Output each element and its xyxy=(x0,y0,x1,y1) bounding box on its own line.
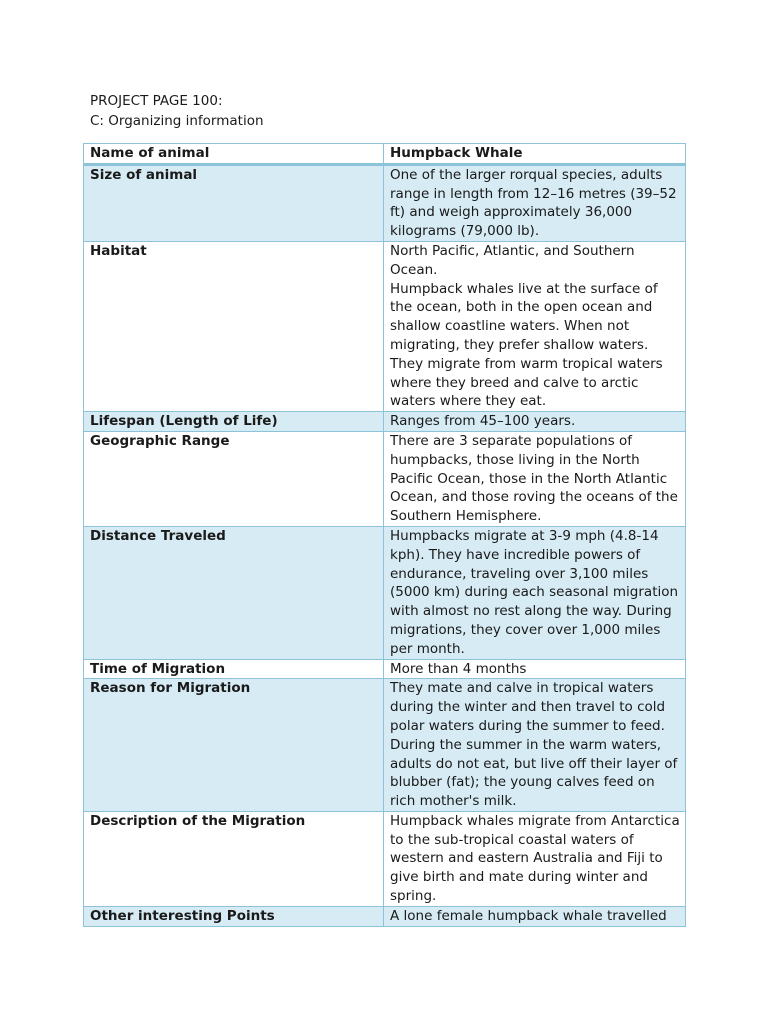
row-label: Time of Migration xyxy=(84,659,384,679)
row-value xyxy=(384,659,686,679)
row-value-text: Ranges from 45–100 years. xyxy=(390,413,576,430)
row-value-text: One of the larger rorqual species, adults range in length from 12–16 metres (39–52 ft) and weigh approximately 36,000 kilograms (79,000 lb). xyxy=(390,166,677,240)
row-value xyxy=(384,164,686,241)
row-value-text: Humpbacks migrate at 3-9 mph (4.8-14 kph). They have incredible powers of endurance, traveling over 3,100 miles (5000 km) during each seasonal migration with almost no rest along the way. During migrations, they cover over 1,000 miles per month. xyxy=(390,527,679,657)
row-label: Description of the Migration xyxy=(84,811,384,906)
row-label: Reason for Migration xyxy=(84,679,384,812)
row-label: Size of animal xyxy=(84,164,384,241)
row-label: Habitat xyxy=(84,241,384,411)
animal-info-table xyxy=(83,143,686,927)
row-label: Geographic Range xyxy=(84,431,384,526)
row-value xyxy=(384,431,686,526)
row-value-text: North Pacific, Atlantic, and Southern Ocean. xyxy=(390,242,635,278)
row-value-text: They mate and calve in tropical waters during the winter and then travel to cold polar waters during the summer to feed. During the summer in the warm waters, adults do not eat, but live off their layer of blubber (fat); the young calves feed on rich mother's milk. xyxy=(390,680,678,810)
row-value xyxy=(384,906,686,926)
project-page-title: PROJECT PAGE 100: xyxy=(90,93,223,109)
page-header xyxy=(90,91,264,131)
row-label: Distance Traveled xyxy=(84,526,384,659)
section-subtitle: C: Organizing information xyxy=(90,113,264,129)
row-value-text: More than 4 months xyxy=(390,660,527,677)
row-value-text: Humpback whales migrate from Antarctica to the sub-tropical coastal waters of western and eastern Australia and Fiji to give birth and mate during winter and spring. xyxy=(390,812,680,905)
row-value-text: There are 3 separate populations of humpbacks, those living in the North Pacific Ocean, those in the North Atlantic Ocean, and those roving the oceans of the Southern Hemisphere. xyxy=(390,432,678,525)
table-row xyxy=(84,241,686,411)
table-row xyxy=(84,526,686,659)
row-value xyxy=(384,241,686,411)
row-label: Lifespan (Length of Life) xyxy=(84,412,384,432)
table-row xyxy=(84,659,686,679)
table-row xyxy=(84,431,686,526)
row-value xyxy=(384,412,686,432)
column-header-name: Name of animal xyxy=(84,144,384,165)
row-value xyxy=(384,811,686,906)
table-row xyxy=(84,811,686,906)
table-row xyxy=(84,412,686,432)
table-row xyxy=(84,164,686,241)
column-header-value: Humpback Whale xyxy=(384,144,686,165)
row-value-text: Humpback whales live at the surface of the ocean, both in the open ocean and shallow coastline waters. When not migrating, they prefer shallow waters. They migrate from warm tropical waters where they breed and calve to arctic waters where they eat. xyxy=(390,280,663,410)
table-header-row xyxy=(84,144,686,165)
row-value xyxy=(384,679,686,812)
row-label: Other interesting Points xyxy=(84,906,384,926)
table-row xyxy=(84,679,686,812)
table-row xyxy=(84,906,686,926)
row-value xyxy=(384,526,686,659)
row-value-text: A lone female humpback whale travelled xyxy=(390,907,667,924)
